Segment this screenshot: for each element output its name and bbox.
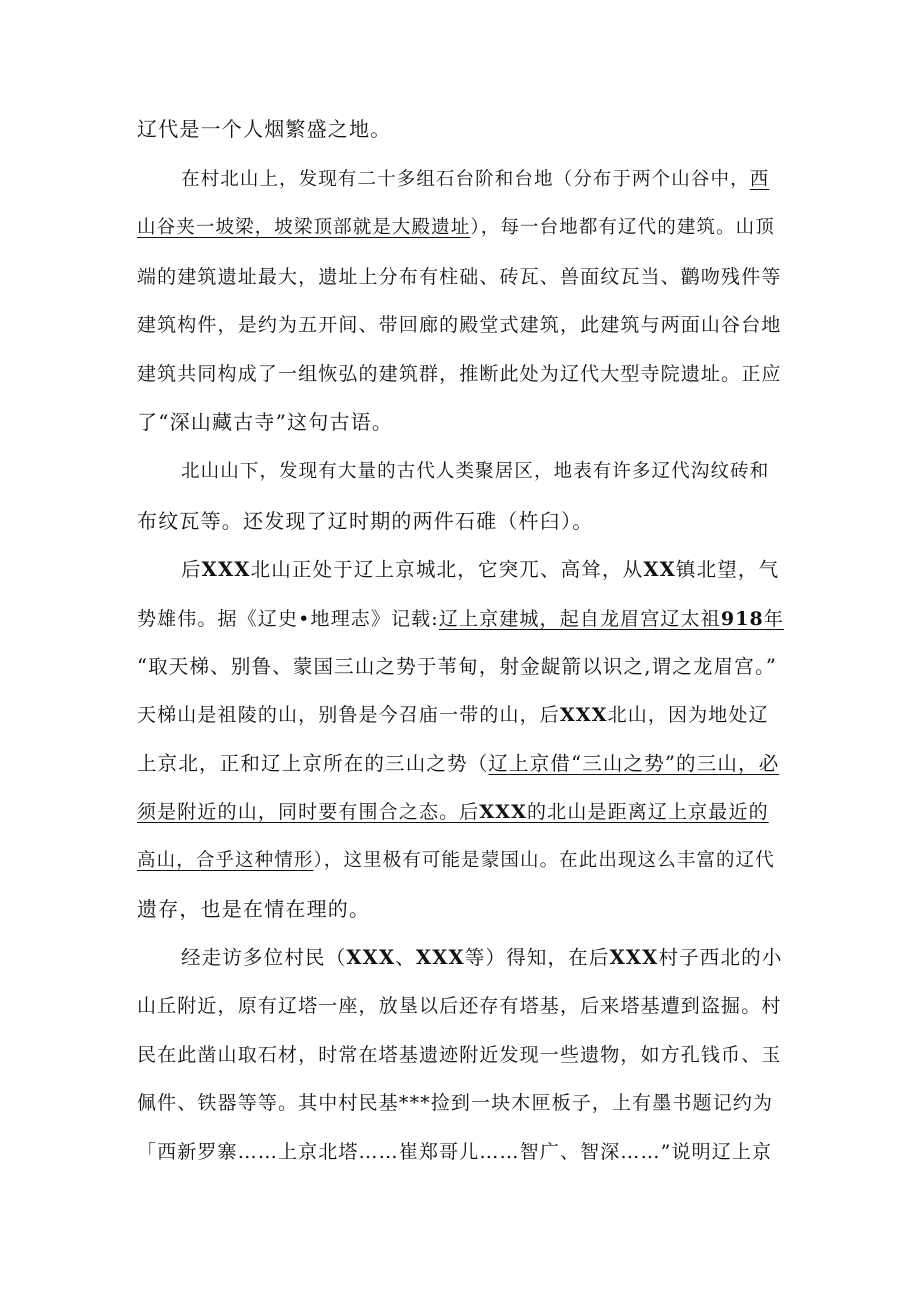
paragraph-line — [137, 311, 781, 339]
underlined-text: 辽上京建城，起自龙眉宫辽太祖 — [438, 608, 721, 630]
text-run: ），这里极有可能是蒙国山。在此出现这么丰富的辽代 — [313, 850, 775, 871]
paragraph-line — [137, 263, 781, 291]
text-run: 、 — [395, 946, 416, 969]
paragraph-line — [137, 507, 593, 535]
paragraph-line — [181, 166, 769, 194]
paragraph-line — [137, 750, 779, 778]
text-run: 山丘附近，原有辽塔一座，放垦以后还存有塔基，后来塔基遭到盗掘。村 — [137, 995, 782, 1017]
text-run: 经走访多位村民（ — [181, 946, 347, 969]
text-run: 势雄伟。据《辽史•地理志》记载: — [137, 608, 439, 630]
bold-text: XXX — [201, 558, 251, 581]
underlined-bold-text: XXX — [479, 801, 528, 823]
paragraph-line — [137, 653, 777, 681]
paragraph-line — [137, 214, 775, 242]
text-run: ），每一台地都有辽代的建筑。山顶 — [470, 217, 775, 238]
bold-text: XXX — [415, 946, 465, 969]
underlined-text: 须是附近的山，同时要有围合之态。后 — [137, 801, 480, 823]
paragraph-line — [137, 798, 769, 826]
text-run: 后 — [181, 558, 202, 581]
text-run: 天梯山是祖陵的山，别鲁是今召庙一带的山，后 — [137, 704, 560, 726]
text-run: 北山正处于辽上京城北，它突兀、高耸，从 — [250, 558, 644, 581]
paragraph-line — [137, 847, 775, 875]
paragraph-line — [137, 408, 393, 436]
paragraph-line — [137, 360, 781, 388]
bold-text: XXX — [559, 704, 608, 726]
text-run: 建筑构件，是约为五开间、带回廊的殿堂式建筑，此建筑与两面山谷台地 — [137, 314, 782, 336]
text-run: 北山，因为地处辽 — [607, 704, 769, 726]
bold-text: XXX — [346, 946, 396, 969]
text-run: 布纹瓦等。还发现了辽时期的两件石碓（杵臼）。 — [137, 509, 594, 533]
text-run: 上京北，正和辽上京所在的三山之势（ — [137, 752, 489, 775]
underlined-text: 山谷夹一坡梁，坡梁顶部就是大殿遗址 — [137, 217, 471, 238]
paragraph-line — [137, 992, 781, 1020]
underlined-text: 辽上京借“三山之势”的三山，必 — [488, 752, 780, 775]
paragraph-line — [137, 1089, 773, 1117]
underlined-text: 年 — [763, 608, 785, 630]
paragraph-line — [137, 895, 370, 923]
paragraph-line — [137, 1041, 781, 1069]
text-run: 端的建筑遗址最大，遗址上分布有柱础、砖瓦、兽面纹瓦当、鹳吻残件等 — [137, 266, 782, 288]
underlined-text: 高山，合乎这种情形 — [137, 850, 314, 871]
text-run: 「西新罗寨……上京北塔……崔郑哥儿……智广、智深……”说明辽上京 — [137, 1141, 773, 1163]
paragraph-line — [181, 556, 779, 584]
paragraph-line — [181, 944, 783, 972]
paragraph-line — [137, 1138, 772, 1166]
bold-text: XX — [643, 558, 676, 581]
text-run: 建筑共同构成了一组恢弘的建筑群，推断此处为辽代大型寺院遗址。正应 — [137, 363, 782, 385]
text-run: 了“深山藏古寺”这句古语。 — [137, 410, 394, 434]
text-run: 民在此凿山取石材，时常在塔基遗迹附近发现一些遗物，如方孔钱币、玉 — [137, 1044, 782, 1066]
underlined-text: 西 — [749, 169, 770, 190]
paragraph-line — [137, 605, 784, 633]
text-run: 村子西北的小 — [658, 946, 783, 969]
text-run: 镇北望，气 — [675, 558, 780, 581]
underlined-text: 的北山是距离辽上京最近的 — [527, 801, 769, 823]
text-run: 等）得知，在后 — [464, 946, 610, 969]
text-run: 在村北山上，发现有二十多组石台阶和台地（分布于两个山谷中， — [181, 169, 750, 190]
text-run: “取天梯、别鲁、蒙国三山之势于苇甸，射金龊箭以识之,谓之龙眉宫。” — [137, 655, 777, 678]
underlined-bold-text: 918 — [720, 608, 764, 630]
paragraph-line — [137, 115, 391, 143]
paragraph-line — [137, 701, 769, 729]
text-run: 遗存，也是在情在理的。 — [137, 897, 371, 921]
bold-text: XXX — [609, 946, 659, 969]
paragraph-line — [181, 458, 769, 486]
text-run: 佩件、铁器等等。其中村民基***捡到一块木匣板子，上有墨书题记约为 — [137, 1092, 774, 1114]
text-run: 北山山下，发现有大量的古代人类聚居区，地表有许多辽代沟纹砖和 — [181, 461, 770, 482]
text-run: 辽代是一个人烟繁盛之地。 — [137, 117, 392, 141]
